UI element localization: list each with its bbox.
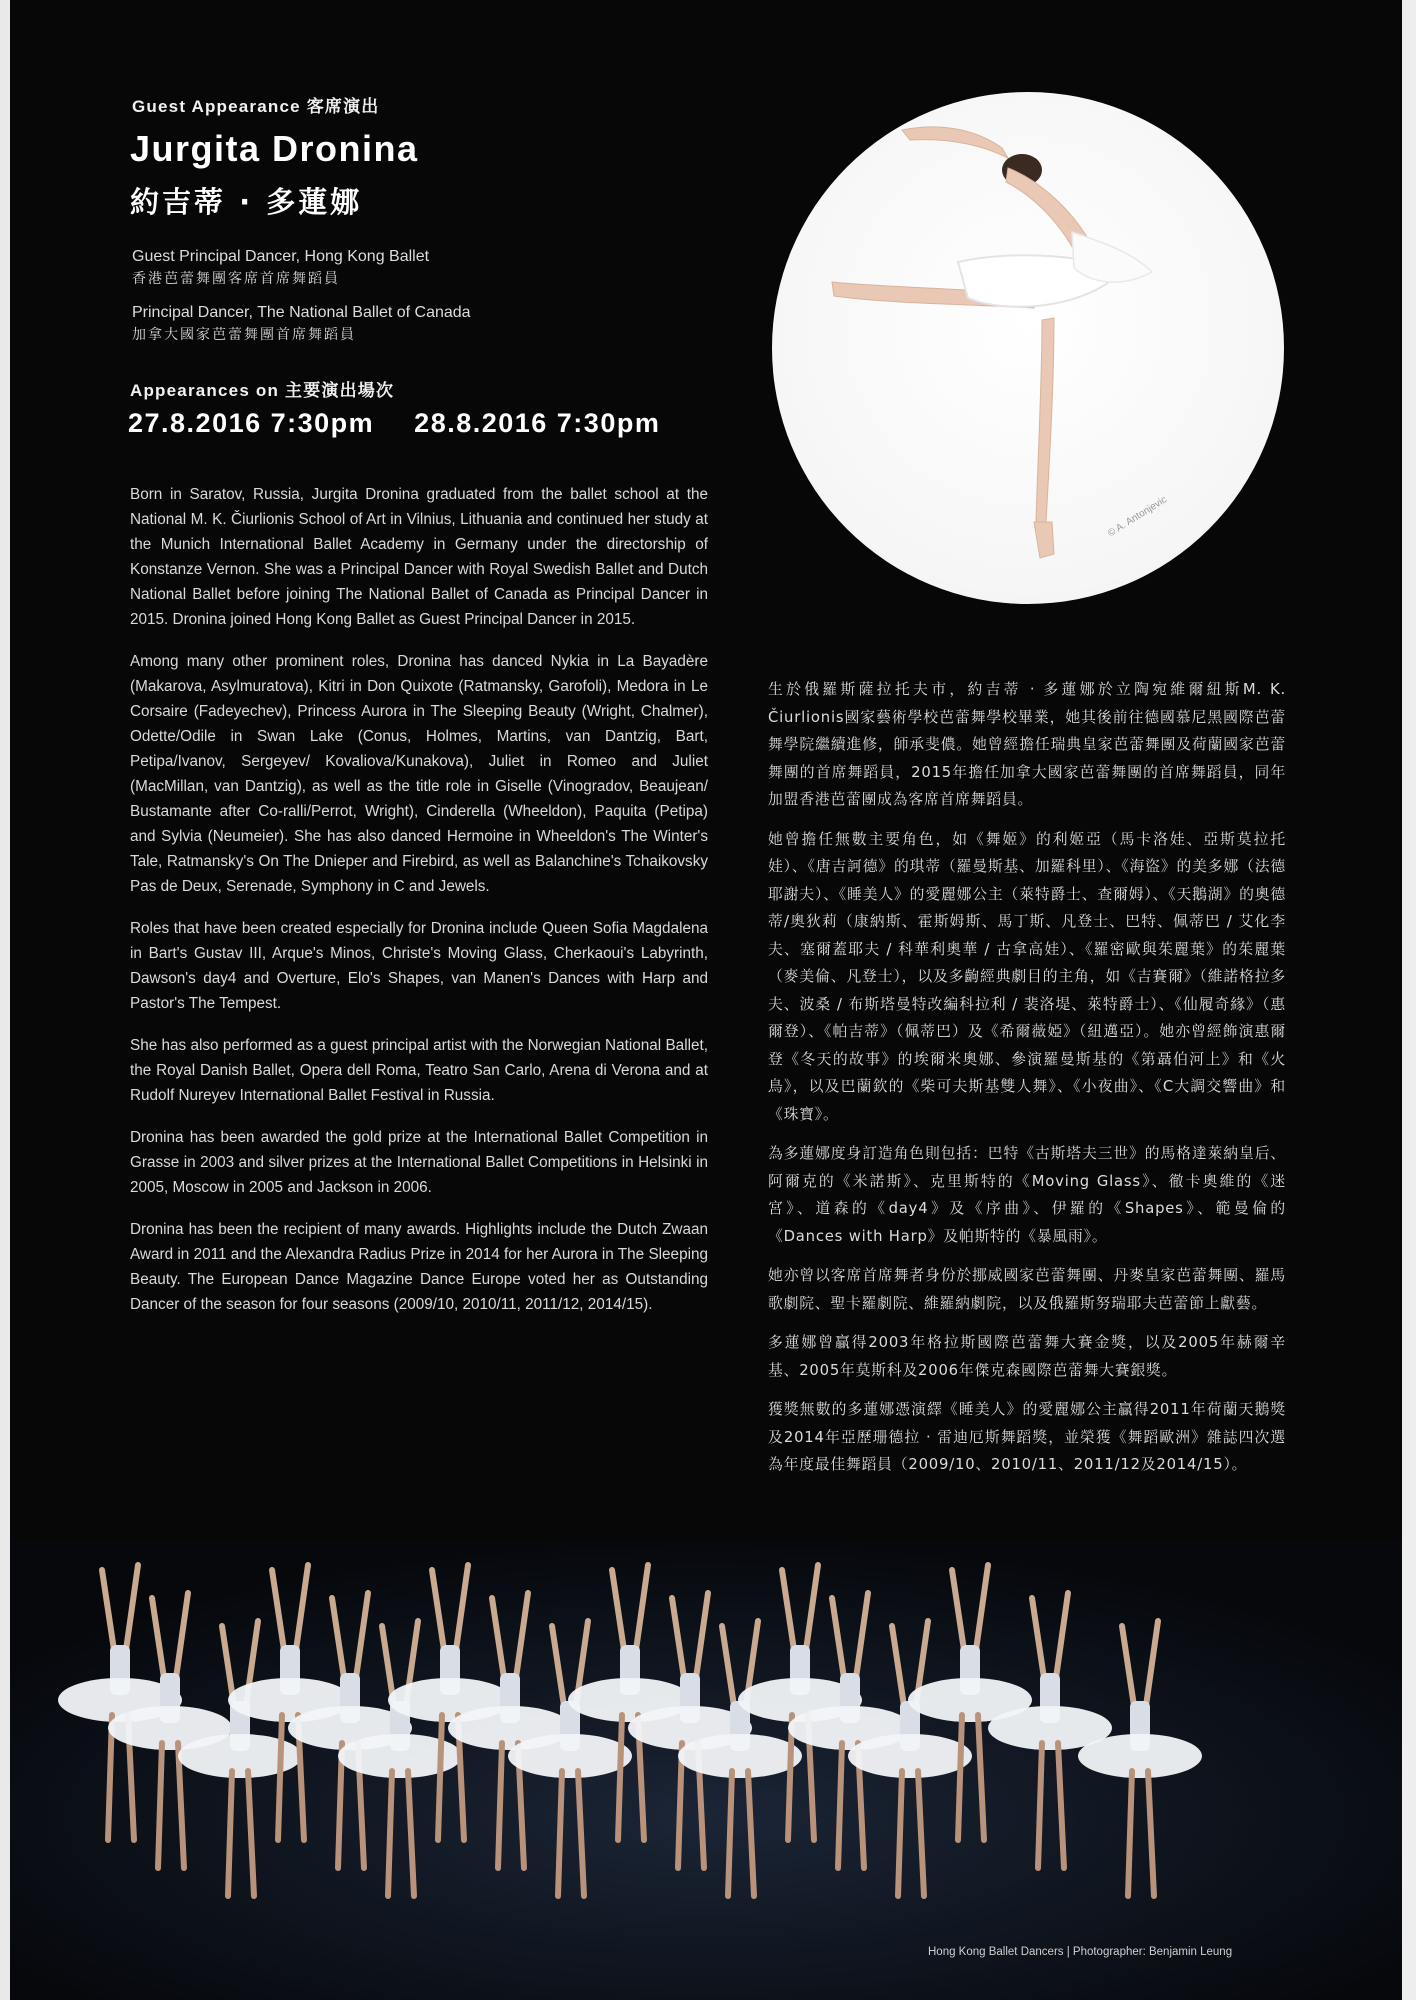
role-zh: 加拿大國家芭蕾舞團首席舞蹈員 (132, 327, 356, 343)
bio-en-paragraph: Dronina has been awarded the gold prize at the International Ballet Competition in Grasse in 2003 and silver prizes at the International Ballet Competitions in Helsinki in 2005, Moscow in 2005 and Jackson in 2006. (130, 1129, 708, 1196)
role-en: Guest Principal Dancer, Hong Kong Ballet (132, 248, 430, 265)
portrait-photo (772, 92, 1284, 604)
bio-zh-paragraph: 她曾擔任無數主要角色，如《舞姬》的利姬亞（馬卡洛娃、亞斯莫拉托娃）、《唐吉訶德》的琪蒂（羅曼斯基、加羅科里）、《海盜》的美多娜（法德耶謝夫）、《睡美人》的愛麗娜公主（萊特爵士、查爾姆）、《天鵝湖》的奧德蒂/奧狄莉（康納斯、霍斯姆斯、馬丁斯、凡登士、巴特、佩蒂巴 / 艾化李夫、塞爾蓋耶夫 / 科華利奧華 / 古拿高娃）、《羅密歐與茱麗葉》的茱麗葉（麥美倫、凡登士），以及多齣經典劇目的主角，如《吉賽爾》（維諾格拉多夫、波桑 / 布斯塔曼特改編科拉利 / 裴洛堤、萊特爵士）、《仙履奇緣》（惠爾登）、《帕吉蒂》（佩蒂巴）及《希爾薇婭》（紐邁亞）。她亦曾經飾演惠爾登《冬天的故事》的埃爾米奧娜、參演羅曼斯基的《第聶伯河上》和《火鳥》，以及巴蘭欽的《柴可夫斯基雙人舞》、《小夜曲》、《C大調交響曲》和《珠寶》。 (768, 830, 1286, 1123)
role-zh: 香港芭蕾舞團客席首席舞蹈員 (132, 271, 340, 287)
portrait-credit: © A. Antonjevic (1106, 494, 1170, 540)
scan-edge-left (0, 0, 10, 2000)
role-en: Principal Dancer, The National Ballet of Canada (132, 304, 471, 321)
scan-edge-right (1402, 0, 1416, 2000)
bio-en-paragraph: Roles that have been created especially for Dronina include Queen Sofia Magdalena in Bart's Gustav III, Arque's Minos, Christe's Moving Glass, Cherkaoui's Labyrinth, Dawson's day4 and Overture, Elo's Shapes, van Manen's Dances with Harp and Pastor's The Tempest. (130, 920, 708, 1012)
bio-zh-paragraph: 她亦曾以客席首席舞者身份於挪威國家芭蕾舞團、丹麥皇家芭蕾舞團、羅馬歌劇院、聖卡羅劇院、維羅納劇院，以及俄羅斯努瑞耶夫芭蕾節上獻藝。 (768, 1267, 1286, 1312)
biography-en (130, 482, 708, 1334)
bio-zh-paragraph: 為多蓮娜度身訂造角色則包括：巴特《古斯塔夫三世》的馬格達萊納皇后、阿爾克的《米諾斯》、克里斯特的《Moving Glass》、徹卡奧維的《迷宮》、道森的《day4》及《序曲》、伊羅的《Shapes》、範曼倫的《Dances with Harp》及帕斯特的《暴風雨》。 (768, 1145, 1286, 1245)
appearances-label: Appearances on 主要演出場次 (130, 381, 395, 400)
photo-caption: Hong Kong Ballet Dancers | Photographer: Benjamin Leung (928, 1946, 1233, 1958)
dancer-name-zh: 約吉蒂 · 多蓮娜 (130, 185, 363, 219)
bio-zh-paragraph: 生於俄羅斯薩拉托夫市，約吉蒂 · 多蓮娜於立陶宛維爾紐斯M. K. Čiurlionis國家藝術學校芭蕾舞學校畢業，她其後前往德國慕尼黑國際芭蕾舞學院繼續進修，師承斐儂。她曾經擔任瑞典皇家芭蕾舞團及荷蘭國家芭蕾舞團的首席舞蹈員，2015年擔任加拿大國家芭蕾舞團的首席舞蹈員，同年加盟香港芭蕾團成為客席首席舞蹈員。 (768, 681, 1286, 808)
dancer-arabesque-image (772, 92, 1284, 604)
dancer-name-en: Jurgita Dronina (130, 128, 419, 169)
role-block-1 (132, 246, 429, 290)
bio-en-paragraph: Dronina has been the recipient of many awards. Highlights include the Dutch Zwaan Award in 2011 and the Alexandra Radius Prize in 2014 for her Aurora in The Sleeping Beauty. The European Dance Magazine Dance Europe voted her as Outstanding Dancer of the season for four seasons (2009/10, 2010/11, 2011/12, 2014/15). (130, 1221, 708, 1313)
performance-date-2: 28.8.2016 7:30pm (414, 408, 661, 438)
performance-date-1: 27.8.2016 7:30pm (128, 408, 375, 438)
biography-zh (768, 676, 1286, 1491)
section-eyebrow: Guest Appearance 客席演出 (132, 97, 380, 116)
bio-en-paragraph: She has also performed as a guest principal artist with the Norwegian National Ballet, the Royal Danish Ballet, Opera dell Roma, Teatro San Carlo, Arena di Verona and at Rudolf Nureyev International Ballet Festival in Russia. (130, 1037, 708, 1104)
bio-en-paragraph: Among many other prominent roles, Dronina has danced Nykia in La Bayadère (Makarova, Asylmuratova), Kitri in Don Quixote (Ratmansky, Garofoli), Medora in Le Corsaire (Fadeyechev), Princess Aurora in The Sleeping Beauty (Wright, Chalmer), Odette/Odile in Swan Lake (Conus, Holmes, Martins, van Dantzig, Bart, Petipa/Ivanov, Sergeyev/ Kovaliova/Kunakova), Juliet in Romeo and Juliet (MacMillan, van Dantzig), as well as the title role in Giselle (Vinogradov, Beaujean/ Bustamante after Co-ralli/Perrot, Wright), Cinderella (Wheeldon), Paquita (Petipa) and Sylvia (Neumeier). She has also danced Hermoine in Wheeldon's The Winter's Tale, Ratmansky's On The Dnieper and Firebird, as well as Balanchine's Tchaikovsky Pas de Deux, Serenade, Symphony in C and Jewels. (130, 653, 708, 895)
corps-de-ballet-image (10, 1540, 1402, 2000)
bio-en-paragraph: Born in Saratov, Russia, Jurgita Dronina graduated from the ballet school at the National M. K. Čiurlionis School of Art in Vilnius, Lithuania and continued her study at the Munich International Ballet Academy in Germany under the directorship of Konstanze Vernon. She was a Principal Dancer with Royal Swedish Ballet and Dutch National Ballet before joining The National Ballet of Canada as Principal Dancer in 2015. Dronina joined Hong Kong Ballet as Guest Principal Dancer in 2015. (130, 486, 708, 628)
role-block-2 (132, 302, 471, 346)
bio-zh-paragraph: 多蓮娜曾贏得2003年格拉斯國際芭蕾舞大賽金獎，以及2005年赫爾辛基、2005年莫斯科及2006年傑克森國際芭蕾舞大賽銀獎。 (768, 1334, 1286, 1379)
performance-dates (128, 408, 660, 439)
group-photo (10, 1540, 1402, 2000)
bio-zh-paragraph: 獲獎無數的多蓮娜憑演繹《睡美人》的愛麗娜公主贏得2011年荷蘭天鵝獎及2014年亞歷珊德拉 · 雷迪厄斯舞蹈獎，並榮獲《舞蹈歐洲》雜誌四次選為年度最佳舞蹈員（2009/10、2010/11、2011/12及2014/15）。 (768, 1401, 1286, 1473)
